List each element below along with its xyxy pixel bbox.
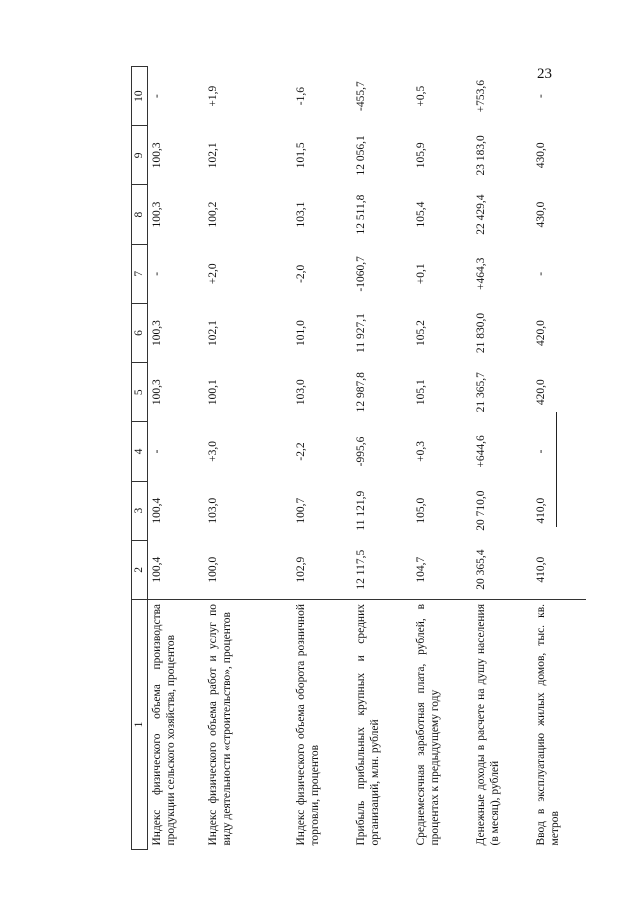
table-cell: -2,2: [294, 442, 307, 461]
column-header: 1: [132, 600, 148, 850]
table-cell: 100,4: [151, 556, 163, 583]
table-cell: 410,0: [534, 556, 547, 583]
table-cell: 104,7: [414, 556, 427, 583]
table-cell: 100,3: [151, 201, 163, 228]
table-cell: -1060,7: [354, 256, 367, 292]
table-cell: 100,7: [294, 497, 307, 524]
table-cell: -2,0: [294, 264, 307, 283]
table-cell: 100,3: [151, 379, 163, 406]
table-cell: 11 121,9: [354, 490, 367, 531]
table-cell: 105,4: [414, 201, 427, 228]
table-cell: 420,0: [534, 320, 547, 346]
indicators-table: [131, 66, 586, 850]
table-cell: -995,6: [354, 436, 367, 467]
table-cell: -: [534, 449, 547, 454]
column-header: 10: [132, 67, 148, 126]
table-row: [204, 67, 292, 850]
column-header: 7: [132, 244, 148, 303]
page-number: 23: [537, 66, 552, 82]
table-cell: +2,0: [206, 263, 219, 285]
table-cell: 410,0: [534, 497, 547, 524]
table-cell: -1,6: [294, 87, 307, 106]
table-cell: -: [534, 94, 547, 99]
table-row: [472, 67, 532, 850]
row-label: Индекс физического объема оборота розничной торговли, процентов: [292, 600, 352, 850]
table-cell: 23 183,0: [474, 135, 487, 176]
table-cell: 12 987,8: [354, 372, 367, 413]
table-cell: 103,0: [294, 379, 307, 406]
column-header: 2: [132, 540, 148, 599]
table-cell: 103,1: [294, 201, 307, 228]
table-cell: 102,9: [294, 556, 307, 583]
table-row: [292, 67, 352, 850]
table-cell: 100,2: [206, 201, 219, 228]
table-cell: 430,0: [534, 142, 547, 169]
table-cell: 100,1: [206, 379, 219, 406]
table-cell: 100,3: [151, 320, 163, 346]
table-row: [352, 67, 412, 850]
table-cell: 430,0: [534, 201, 547, 228]
table-cell: 22 429,4: [474, 194, 487, 235]
table-row: [148, 67, 204, 850]
row-label: Среднемесячная заработная плата, рублей, в процентах к предыдущему году: [412, 600, 472, 850]
column-header: 3: [132, 481, 148, 540]
table-cell: +1,9: [206, 85, 219, 107]
table-cell: 21 830,0: [474, 312, 487, 354]
table-cell: 102,1: [206, 142, 219, 169]
table-cell: 100,0: [206, 556, 219, 583]
row-label: Индекс физического объема работ и услуг по виду деятельности «строительство», процентов: [204, 600, 292, 850]
table-header-row: [132, 67, 148, 850]
table-cell: 105,0: [414, 497, 427, 524]
table-cell: 12 056,1: [354, 135, 367, 176]
column-header: 5: [132, 363, 148, 422]
table-cell: +0,5: [414, 85, 427, 107]
indicators-table-rotated: [131, 66, 561, 850]
table-cell: 105,9: [414, 142, 427, 169]
table-cell: 12 511,8: [354, 194, 367, 235]
table-cell: -: [151, 271, 163, 276]
table-cell: 103,0: [206, 497, 219, 524]
table-cell: 105,2: [414, 320, 427, 346]
table-cell: 21 365,7: [474, 372, 487, 413]
table-cell: 100,3: [151, 142, 163, 169]
table-cell: 101,0: [294, 320, 307, 346]
table-row: [412, 67, 472, 850]
table-cell: +464,3: [474, 257, 487, 290]
table-cell: 20 365,4: [474, 549, 487, 590]
row-label: Прибыль прибыльных крупных и средних организаций, млн. рублей: [352, 600, 412, 850]
table-row: [532, 67, 586, 850]
row-label: Денежные доходы в расчете на душу населения (в месяц), рублей: [472, 600, 532, 850]
table-cell: 101,5: [294, 142, 307, 169]
table-cell: -: [151, 94, 163, 99]
row-label: Индекс физического объема производства продукции сельского хозяйства, процентов: [148, 600, 204, 850]
table-cell: -: [534, 271, 547, 276]
table-cell: +3,0: [206, 441, 219, 462]
table-cell: -455,7: [354, 81, 367, 111]
table-cell: -: [151, 449, 163, 454]
table-cell: 12 117,5: [354, 549, 367, 590]
column-header: 9: [132, 126, 148, 185]
table-cell: 102,1: [206, 320, 219, 346]
table-cell: 20 710,0: [474, 490, 487, 531]
table-cell: +644,6: [474, 435, 487, 468]
table-cell: +0,1: [414, 263, 427, 285]
column-header: 8: [132, 185, 148, 244]
table-cell: 11 927,1: [354, 313, 367, 353]
table-cell: 420,0: [534, 379, 547, 406]
table-cell: 100,4: [151, 497, 163, 524]
table-cell: 105,1: [414, 379, 427, 406]
table-cell: +0,3: [414, 441, 427, 462]
column-header: 6: [132, 303, 148, 362]
column-header: 4: [132, 422, 148, 481]
row-label: Ввод в эксплуатацию жилых домов, тыс. кв. метров: [532, 600, 586, 850]
table-cell: +753,6: [474, 79, 487, 113]
